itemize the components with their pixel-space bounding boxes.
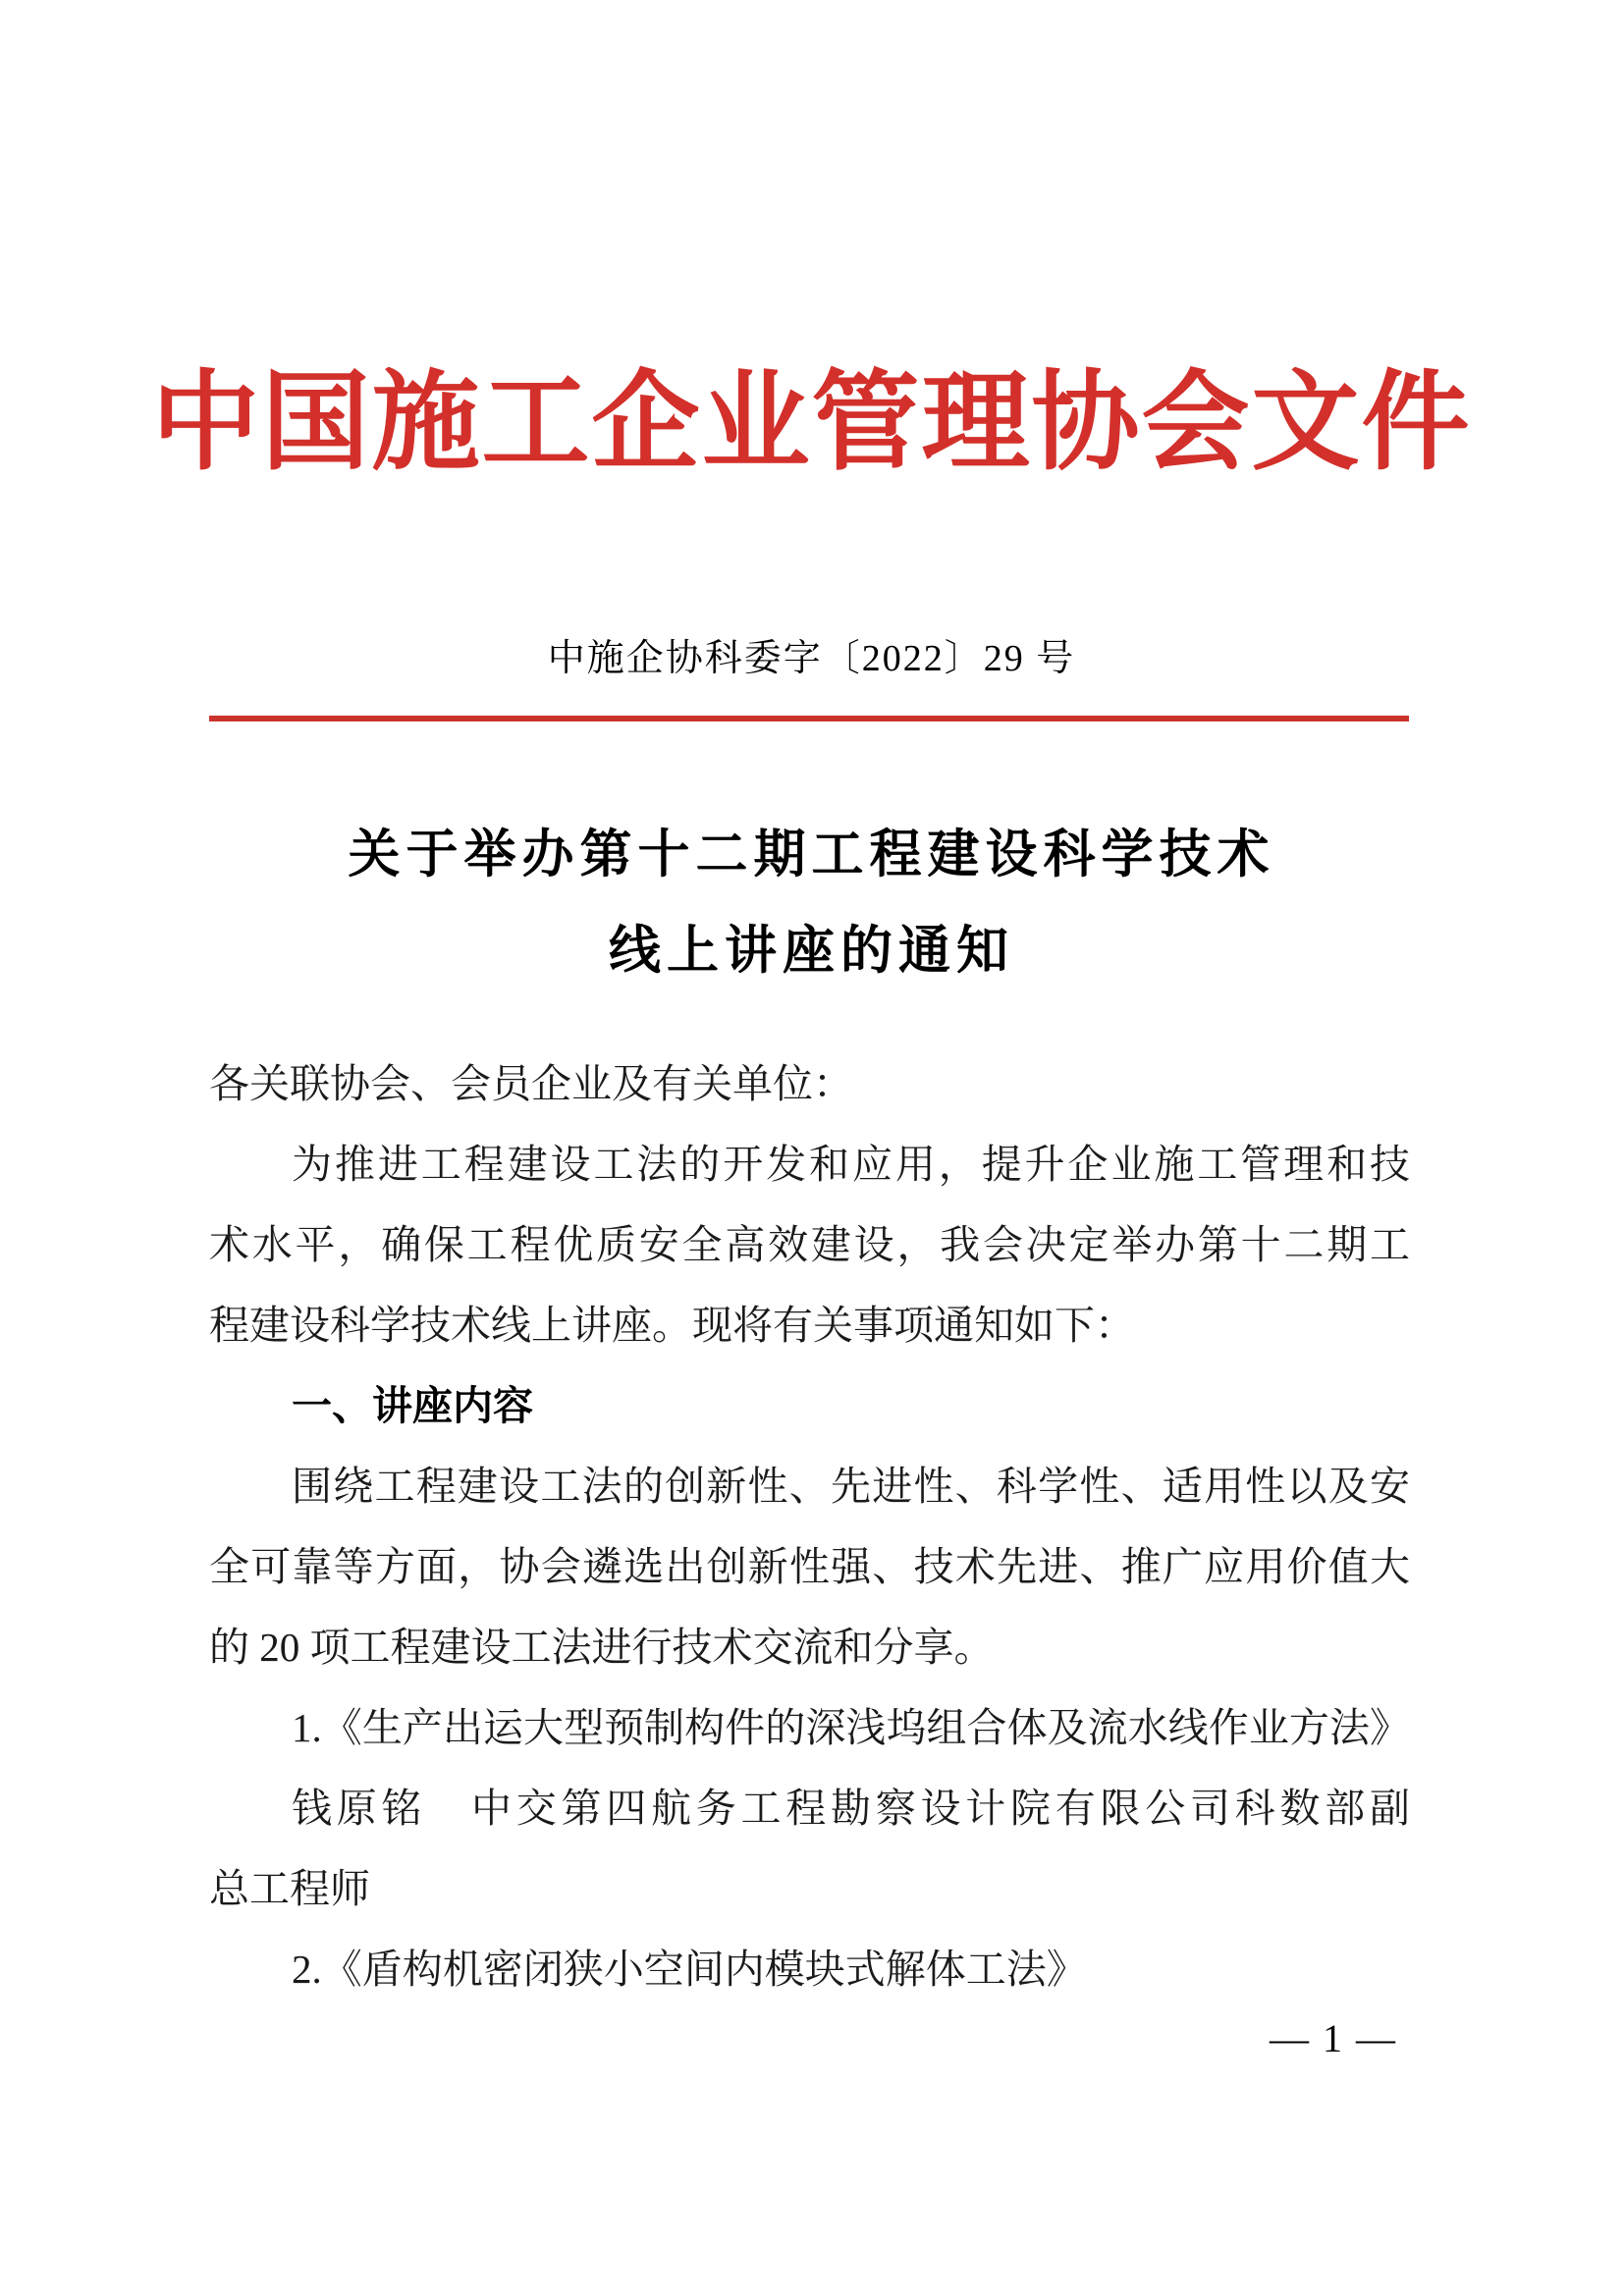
body-line-list-item: 1.《生产出运大型预制构件的深浅坞组合体及流水线作业方法》 <box>292 1705 1410 1750</box>
notice-title-line-1: 关于举办第十二期工程建设科学技术 <box>348 827 1275 883</box>
body-line: 钱原铭 中交第四航务工程勘察设计院有限公司科数部副 <box>292 1786 1410 1831</box>
red-divider-line <box>209 716 1409 721</box>
body-line-salutation: 各关联协会、会员企业及有关单位： <box>209 1061 853 1106</box>
red-banner-title: 中国施工企业管理协会文件 <box>151 363 1472 483</box>
body-line: 全可靠等方面，协会遴选出创新性强、技术先进、推广应用价值大 <box>209 1544 1410 1589</box>
body-line: 术水平，确保工程优质安全高效建设，我会决定举办第十二期工 <box>209 1222 1410 1267</box>
body-line: 程建设科学技术线上讲座。现将有关事项通知如下： <box>209 1303 1135 1348</box>
body-line: 总工程师 <box>209 1866 370 1911</box>
page-number: — 1 — <box>1270 2016 1397 2060</box>
body-line: 为推进工程建设工法的开发和应用，提升企业施工管理和技 <box>292 1142 1410 1187</box>
notice-title <box>0 807 1623 999</box>
document-number: 中施企协科委字〔2022〕29 号 <box>547 638 1076 679</box>
body-line-list-item: 2.《盾构机密闭狭小空间内模块式解体工法》 <box>292 1947 1087 1992</box>
body-line: 的 20 项工程建设工法进行技术交流和分享。 <box>209 1625 995 1670</box>
section-heading: 一、讲座内容 <box>292 1383 533 1428</box>
body-line: 围绕工程建设工法的创新性、先进性、科学性、适用性以及安 <box>292 1464 1410 1509</box>
notice-title-line-2: 线上讲座的通知 <box>609 923 1014 980</box>
body-text <box>209 1043 1410 2009</box>
